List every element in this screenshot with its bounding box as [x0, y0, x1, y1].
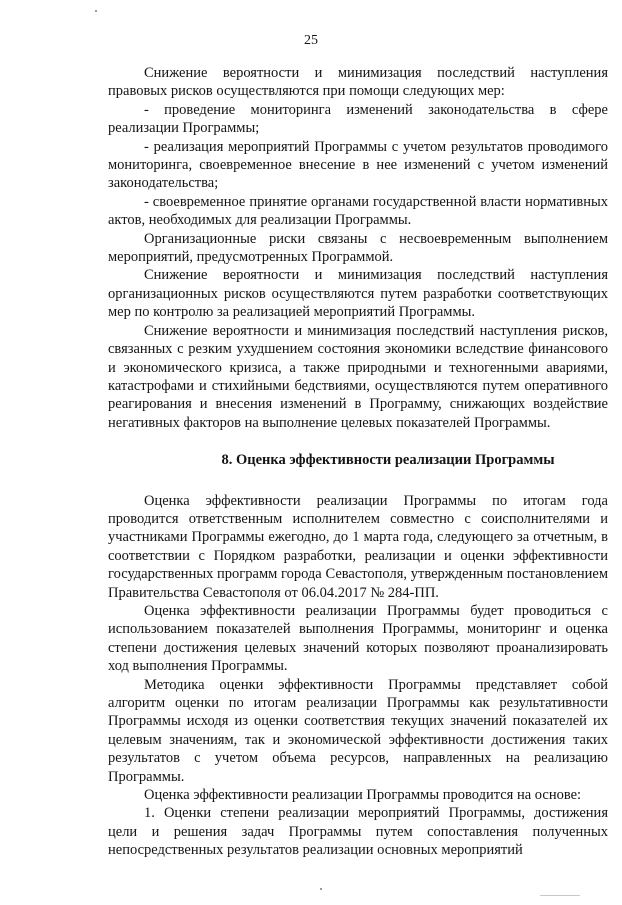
scan-speck — [95, 10, 97, 12]
list-item: - своевременное принятие органами государственной власти нормативных актов, необходимых для реализации Программы. — [108, 193, 608, 229]
scan-speck — [320, 888, 322, 890]
paragraph: Оценка эффективности реализации Программы проводится на основе: — [144, 787, 582, 804]
scan-speck — [540, 895, 580, 896]
page-number: 25 — [304, 33, 318, 48]
paragraph: Снижение вероятности и минимизация последствий наступления правовых рисков осуществляются при помощи следующих мер: — [108, 65, 608, 100]
paragraph: Методика оценки эффективности Программы представляет собой алгоритм оценки по итогам реализации Программы как результативности Программы исходя из оценки соответствия текущих значений показателей их целевым значениям, так и экономической эффективности достижения таких результатов с учетом объема ресурсов, направленных на реализацию Программы. — [108, 676, 608, 785]
paragraph: Организационные риски связаны с несвоевременным выполнением мероприятий, предусмотренных Программой. — [108, 230, 608, 266]
section-heading: 8. Оценка эффективности реализации Программы — [221, 452, 555, 469]
paragraph: 1. Оценки степени реализации мероприятий Программы, достижения цели и решения задач Программы путем сопоставления полученных непосредственных результатов реализации основных мероприятий — [108, 805, 608, 859]
paragraph: Снижение вероятности и минимизация последствий наступления организационных рисков осуществляются путем разработки соответствующих мер по контролю за реализацией мероприятий Программы. — [108, 267, 608, 321]
list-item: - проведение мониторинга изменений законодательства в сфере реализации Программы; — [108, 101, 608, 137]
paragraph: Снижение вероятности и минимизация последствий наступления рисков, связанных с резким ухудшением состояния экономики вследствие финансового и экономического кризиса, а также природными и техногенными авариями, катастрофами и стихийными бедствиями, осуществляются путем оперативного реагирования и внесения изменений в Программу, снижающих воздействие негативных факторов на выполнение целевых показателей Программы. — [108, 322, 608, 431]
paragraph: Оценка эффективности реализации Программы будет проводиться с использованием показателей выполнения Программы, мониторинг и оценка степени достижения целевых значений которых позволяют проанализировать ход выполнения Программы. — [108, 602, 608, 675]
paragraph: Оценка эффективности реализации Программы по итогам года проводится ответственным исполнителем совместно с соисполнителями и участниками Программы ежегодно, до 1 марта года, следующего за отчетным, в соответствии с Порядком разработки, реализации и оценки эффективности государственных программ города Севастополя, утвержденным постановлением Правительства Севастополя от 06.04.2017 № 284-ПП. — [108, 492, 608, 601]
document-body — [108, 64, 608, 860]
list-item: - реализация мероприятий Программы с учетом результатов проводимого мониторинга, своевременное внесение в нее изменений с учетом изменений законодательства; — [108, 138, 608, 192]
